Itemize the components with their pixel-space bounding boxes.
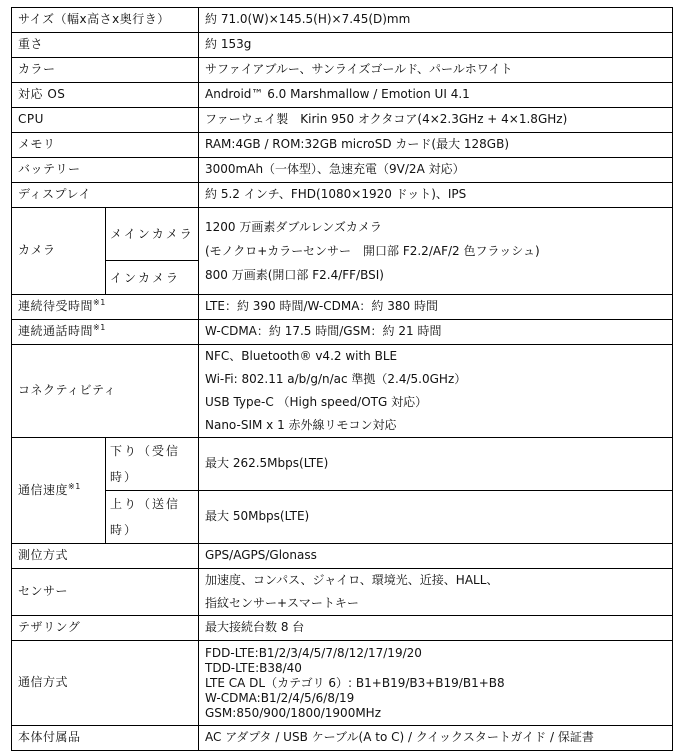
spec-row-positioning: [12, 544, 673, 569]
spec-row-sensor: [12, 569, 673, 616]
speed-up-value: 最大 50Mbps(LTE): [199, 491, 673, 544]
spec-row-standby: [12, 295, 673, 320]
color-value: サファイアブルー、サンライズゴールド、パールホワイト: [199, 58, 673, 83]
talk-note: ※1: [93, 323, 106, 333]
sensor-value: [199, 569, 673, 616]
connectivity-label: コネクティビティ: [12, 345, 199, 438]
spec-row-memory: [12, 133, 673, 158]
tethering-label: テザリング: [12, 616, 199, 641]
display-value: 約 5.2 インチ、FHD(1080×1920 ドット)、IPS: [199, 183, 673, 208]
talk-value: W-CDMA：約 17.5 時間/GSM：約 21 時間: [199, 320, 673, 345]
display-label: ディスプレイ: [12, 183, 199, 208]
comm-value: [199, 641, 673, 726]
tethering-value: 最大接続台数 8 台: [199, 616, 673, 641]
connectivity-line: Wi-Fi: 802.11 a/b/g/n/ac 準拠（2.4/5.0GHz）: [205, 372, 467, 386]
color-label: カラー: [12, 58, 199, 83]
spec-row-connectivity: [12, 345, 673, 438]
spec-row-size: [12, 8, 673, 33]
cpu-label: CPU: [12, 108, 199, 133]
speed-down-label: 下り（受信時）: [106, 438, 199, 491]
connectivity-line: Nano-SIM x 1 赤外線リモコン対応: [205, 418, 397, 432]
spec-row-speed-down: [12, 438, 673, 491]
size-label: サイズ（幅x高さx奥行き）: [12, 8, 199, 33]
main-camera-label: メインカメラ: [106, 208, 199, 261]
standby-label: [12, 295, 199, 320]
camera-line: (モノクロ+カラーセンサー 開口部 F2.2/AF/2 色フラッシュ): [205, 244, 540, 258]
camera-value: [199, 208, 673, 295]
comm-line: FDD-LTE:B1/2/3/4/5/7/8/12/17/19/20: [205, 645, 422, 660]
connectivity-line: NFC、Bluetooth® v4.2 with BLE: [205, 349, 398, 363]
comm-line: TDD-LTE:B38/40: [205, 660, 302, 675]
sensor-label: センサー: [12, 569, 199, 616]
positioning-value: GPS/AGPS/Glonass: [199, 544, 673, 569]
comm-line: W-CDMA:B1/2/4/5/6/8/19: [205, 690, 355, 705]
standby-label-text: 連続待受時間: [18, 299, 94, 314]
spec-table: [11, 7, 673, 751]
os-value: Android™ 6.0 Marshmallow / Emotion UI 4.1: [199, 83, 673, 108]
comm-label: 通信方式: [12, 641, 199, 726]
spec-row-weight: [12, 33, 673, 58]
spec-row-talk: [12, 320, 673, 345]
connectivity-line: USB Type-C （High speed/OTG 対応）: [205, 395, 428, 409]
connectivity-value: [199, 345, 673, 438]
spec-row-display: [12, 183, 673, 208]
os-label: 対応 OS: [12, 83, 199, 108]
talk-label: [12, 320, 199, 345]
accessories-label: 本体付属品: [12, 726, 199, 751]
spec-row-accessories: [12, 726, 673, 751]
sensor-line: 加速度、コンパス、ジャイロ、環境光、近接、HALL、: [205, 573, 499, 587]
in-camera-label: インカメラ: [106, 261, 199, 295]
comm-line: GSM:850/900/1800/1900MHz: [205, 705, 382, 720]
spec-row-tethering: [12, 616, 673, 641]
standby-note: ※1: [93, 298, 106, 308]
memory-value: RAM:4GB / ROM:32GB microSD カード(最大 128GB): [199, 133, 673, 158]
spec-row-comm: [12, 641, 673, 726]
battery-label: バッテリー: [12, 158, 199, 183]
spec-row-os: [12, 83, 673, 108]
talk-label-text: 連続通話時間: [18, 324, 94, 339]
sensor-line: 指紋センサー+スマートキー: [205, 596, 359, 610]
weight-value: 約 153g: [199, 33, 673, 58]
camera-line: 800 万画素(開口部 F2.4/FF/BSI): [205, 268, 384, 282]
speed-down-value: 最大 262.5Mbps(LTE): [199, 438, 673, 491]
spec-row-cpu: [12, 108, 673, 133]
memory-label: メモリ: [12, 133, 199, 158]
spec-row-camera: [12, 208, 673, 261]
camera-label: カメラ: [12, 208, 106, 295]
comm-line: LTE CA DL（カテゴリ 6）: B1+B19/B3+B19/B1+B8: [205, 675, 505, 690]
standby-value: LTE：約 390 時間/W-CDMA：約 380 時間: [199, 295, 673, 320]
positioning-label: 測位方式: [12, 544, 199, 569]
speed-label: [12, 438, 106, 544]
speed-up-label: 上り（送信時）: [106, 491, 199, 544]
camera-line: 1200 万画素ダブルレンズカメラ: [205, 220, 382, 234]
weight-label: 重さ: [12, 33, 199, 58]
spec-row-speed-up: [12, 491, 673, 544]
speed-label-text: 通信速度: [18, 482, 69, 497]
speed-note: ※1: [68, 481, 81, 491]
battery-value: 3000mAh（一体型）、急速充電（9V/2A 対応）: [199, 158, 673, 183]
cpu-value: ファーウェイ製 Kirin 950 オクタコア(4×2.3GHz + 4×1.8GHz): [199, 108, 673, 133]
size-value: 約 71.0(W)×145.5(H)×7.45(D)mm: [199, 8, 673, 33]
accessories-value: AC アダプタ / USB ケーブル(A to C) / クイックスタートガイド / 保証書: [199, 726, 673, 751]
spec-row-battery: [12, 158, 673, 183]
spec-row-color: [12, 58, 673, 83]
